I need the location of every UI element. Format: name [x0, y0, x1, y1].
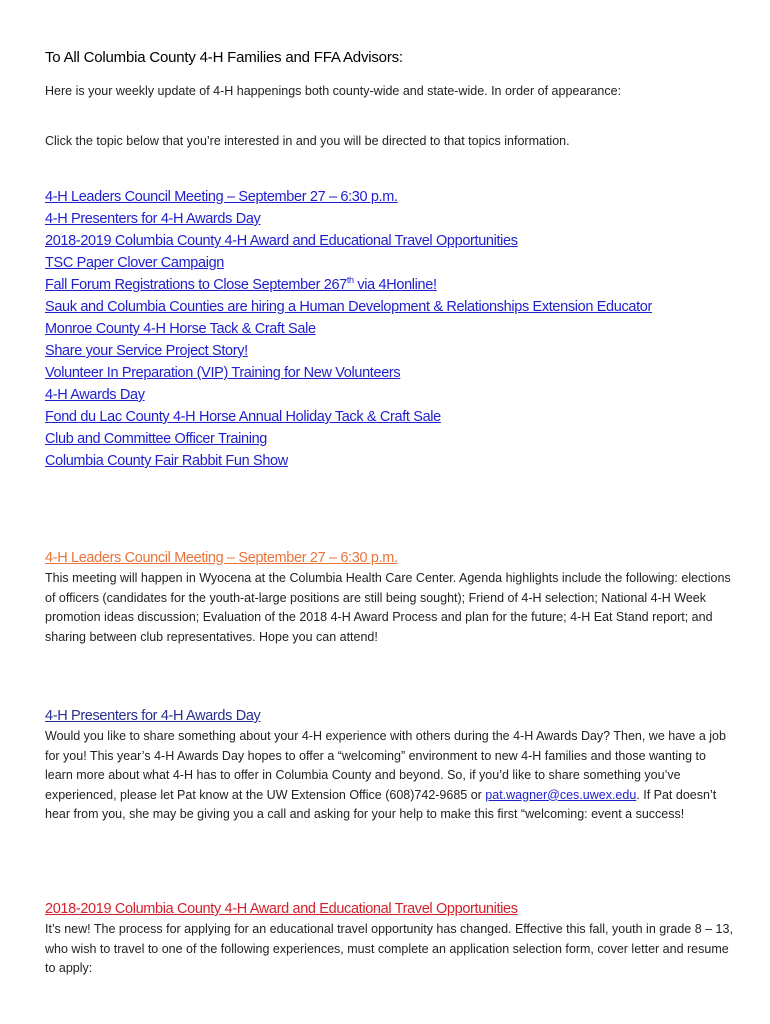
- toc-link-fond-du-lac-sale[interactable]: Fond du Lac County 4-H Horse Annual Holiday Tack & Craft Sale: [45, 409, 441, 425]
- toc-link-fall-forum-sup: th: [346, 275, 354, 286]
- toc-link-leaders-council[interactable]: 4-H Leaders Council Meeting – September 27 – 6:30 p.m.: [45, 189, 398, 205]
- toc-link-awards-day[interactable]: 4-H Awards Day: [45, 387, 145, 403]
- toc-link-officer-training[interactable]: Club and Committee Officer Training: [45, 431, 268, 447]
- section-heading-leaders-council: 4-H Leaders Council Meeting – September 27 – 6:30 p.m.: [45, 550, 398, 566]
- presenters-body-tail: . If Pat doesn’t hear from you, she may be giving you a call and asking for your help to make this first “welcoming: event a success!: [45, 787, 717, 821]
- toc-link-fall-forum-text: Fall Forum Registrations to Close September 267: [45, 277, 347, 293]
- email-link[interactable]: pat.wagner@ces.uwex.edu: [485, 787, 637, 802]
- section-body-presenters: [45, 727, 735, 825]
- toc-link-tsc-paper-clover[interactable]: TSC Paper Clover Campaign: [45, 255, 225, 271]
- toc-link-vip-training[interactable]: Volunteer In Preparation (VIP) Training for New Volunteers: [45, 365, 401, 381]
- greeting-heading: To All Columbia County 4-H Families and FFA Advisors:: [45, 49, 403, 66]
- section-presenters: [45, 705, 735, 825]
- toc-link-hiring-educator[interactable]: Sauk and Columbia Counties are hiring a Human Development & Relationships Extension Educator: [45, 299, 652, 315]
- topic-link-list: [45, 186, 652, 472]
- instruction-paragraph: Click the topic below that you’re interested in and you will be directed to that topics information.: [45, 134, 570, 148]
- section-leaders-council: [45, 547, 735, 647]
- section-body-leaders-council: This meeting will happen in Wyocena at the Columbia Health Care Center. Agenda highlights include the following: elections of officers (candidates for the youth-at-large positions are still being sought); Friend of 4-H selection; National 4-H Week promotion ideas discussion; Evaluation of the 2018 4-H Award Process and plan for the future; 4-H Eat Stand report; and sharing between club representatives. Hope you can attend!: [45, 571, 731, 644]
- toc-link-service-project[interactable]: Share your Service Project Story!: [45, 343, 248, 359]
- presenters-body-text: Would you like to share something about your 4-H experience with others during the 4-H Awards Day? Then, we have a job for you! This year’s 4-H Awards Day hopes to offer a “welcoming” environment to new 4-H families and those wanting to learn more about what 4-H has to offer in Columbia County and beyond. So, if you’d like to share something you’ve experienced, please let Pat know at the UW Extension Office (608)742-9685 or: [45, 729, 726, 802]
- section-heading-travel: 2018-2019 Columbia County 4-H Award and Educational Travel Opportunities: [45, 901, 518, 917]
- intro-paragraph: Here is your weekly update of 4-H happenings both county-wide and state-wide. In order of appearance:: [45, 84, 622, 98]
- toc-link-rabbit-fun-show[interactable]: Columbia County Fair Rabbit Fun Show: [45, 453, 288, 469]
- toc-link-presenters[interactable]: 4-H Presenters for 4-H Awards Day: [45, 211, 261, 227]
- section-body-travel: It’s new! The process for applying for an educational travel opportunity has changed. Effective this fall, youth in grade 8 – 13, who wish to travel to one of the following experiences, must complete an application selection form, cover letter and resume to apply:: [45, 922, 733, 975]
- toc-link-fall-forum[interactable]: [45, 277, 437, 293]
- section-heading-presenters: 4-H Presenters for 4-H Awards Day: [45, 708, 261, 724]
- toc-link-fall-forum-tail: via 4Honline!: [353, 277, 437, 293]
- section-travel-opportunities: [45, 898, 735, 979]
- toc-link-monroe-tack-sale[interactable]: Monroe County 4-H Horse Tack & Craft Sale: [45, 321, 316, 337]
- toc-link-travel-opportunities[interactable]: 2018-2019 Columbia County 4-H Award and Educational Travel Opportunities: [45, 233, 518, 249]
